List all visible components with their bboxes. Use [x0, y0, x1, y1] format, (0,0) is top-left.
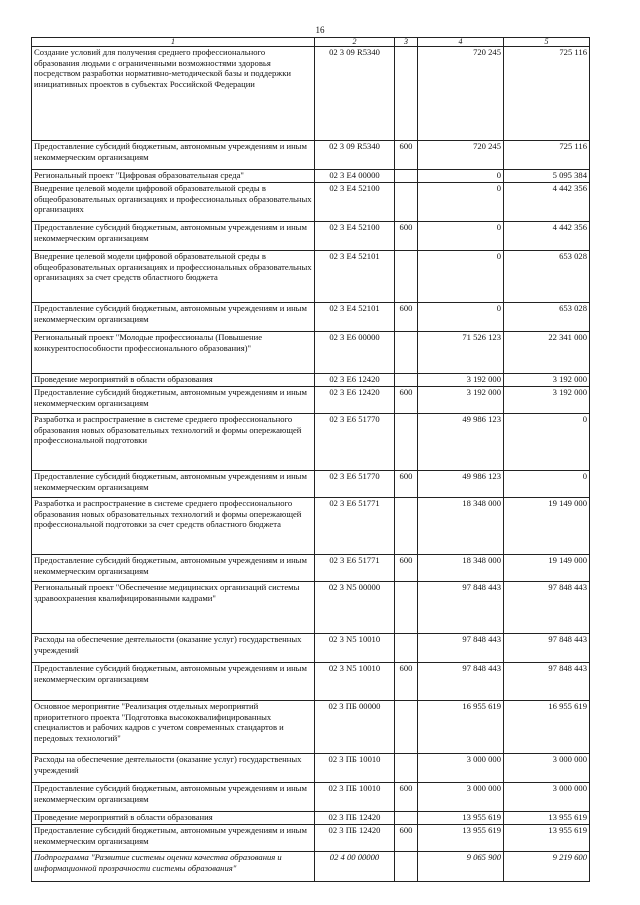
row-amount-1-cell: 97 848 443: [418, 582, 504, 634]
row-amount-2-cell: 725 116: [504, 141, 590, 170]
row-amount-1-cell: 97 848 443: [418, 663, 504, 701]
row-vr-cell: [395, 332, 418, 374]
row-vr-cell: [395, 582, 418, 634]
row-name-cell: Предоставление субсидий бюджетным, автономным учреждениям и иным некоммерческим организациям: [32, 222, 315, 251]
row-amount-2-cell: 653 028: [504, 251, 590, 303]
row-amount-2-cell: 0: [504, 414, 590, 471]
row-vr-cell: [395, 47, 418, 141]
row-vr-cell: 600: [395, 387, 418, 414]
row-code-cell: 02 3 ПБ 10010: [315, 754, 395, 783]
row-vr-cell: [395, 634, 418, 663]
row-amount-1-cell: 0: [418, 303, 504, 332]
header-col-2: 2: [315, 38, 395, 47]
row-code-cell: 02 3 E4 52101: [315, 251, 395, 303]
row-amount-1-cell: 0: [418, 251, 504, 303]
table-row: [32, 812, 590, 825]
row-vr-cell: 600: [395, 783, 418, 812]
row-amount-1-cell: 0: [418, 183, 504, 222]
row-amount-1-cell: 16 955 619: [418, 701, 504, 754]
table-row: [32, 754, 590, 783]
table-row: [32, 634, 590, 663]
row-name-cell: Предоставление субсидий бюджетным, автономным учреждениям и иным некоммерческим организациям: [32, 471, 315, 498]
row-vr-cell: 600: [395, 303, 418, 332]
row-amount-2-cell: 19 149 000: [504, 498, 590, 555]
table-row: [32, 303, 590, 332]
header-col-5: 5: [504, 38, 590, 47]
row-amount-1-cell: 0: [418, 222, 504, 251]
row-amount-2-cell: 0: [504, 471, 590, 498]
row-name-cell: Региональный проект "Обеспечение медицинских организаций системы здравоохранения квалифицированными кадрами": [32, 582, 315, 634]
table-row: [32, 374, 590, 387]
row-amount-2-cell: 3 192 000: [504, 374, 590, 387]
row-name-cell: Предоставление субсидий бюджетным, автономным учреждениям и иным некоммерческим организациям: [32, 387, 315, 414]
row-amount-2-cell: 4 442 356: [504, 222, 590, 251]
row-amount-1-cell: 3 000 000: [418, 783, 504, 812]
row-code-cell: 02 3 E6 51771: [315, 498, 395, 555]
row-amount-2-cell: 97 848 443: [504, 663, 590, 701]
table-row: [32, 582, 590, 634]
row-name-cell: Предоставление субсидий бюджетным, автономным учреждениям и иным некоммерческим организациям: [32, 825, 315, 852]
row-name-cell: Внедрение целевой модели цифровой образовательной среды в общеобразовательных организациях и профессиональных образовательных организациях: [32, 183, 315, 222]
row-name-cell: Проведение мероприятий в области образования: [32, 812, 315, 825]
row-amount-1-cell: 49 986 123: [418, 414, 504, 471]
row-amount-1-cell: 720 245: [418, 47, 504, 141]
row-name-cell: Создание условий для получения среднего профессионального образования людьми с ограниченными возможностями здоровья посредством разработки нормативно-методической базы и поддержки инициативных проектов в субъектах Российской Федерации: [32, 47, 315, 141]
row-amount-2-cell: 97 848 443: [504, 634, 590, 663]
row-vr-cell: [395, 374, 418, 387]
table-row: [32, 825, 590, 852]
row-code-cell: 02 3 E6 12420: [315, 387, 395, 414]
row-vr-cell: 600: [395, 471, 418, 498]
table-body: [32, 47, 590, 882]
page-number: 16: [315, 25, 325, 35]
row-code-cell: 02 3 ПБ 12420: [315, 825, 395, 852]
table-row: [32, 701, 590, 754]
row-code-cell: 02 3 09 R5340: [315, 47, 395, 141]
row-amount-2-cell: 5 095 384: [504, 170, 590, 183]
header-col-3: 3: [395, 38, 418, 47]
row-vr-cell: 600: [395, 555, 418, 582]
row-vr-cell: 600: [395, 222, 418, 251]
row-name-cell: Проведение мероприятий в области образования: [32, 374, 315, 387]
row-amount-2-cell: 3 192 000: [504, 387, 590, 414]
table-row: [32, 47, 590, 141]
row-code-cell: 02 3 ПБ 12420: [315, 812, 395, 825]
row-code-cell: 02 3 09 R5340: [315, 141, 395, 170]
table-row: [32, 852, 590, 882]
row-code-cell: 02 3 N5 00000: [315, 582, 395, 634]
table-row: [32, 183, 590, 222]
row-name-cell: Региональный проект "Цифровая образовательная среда": [32, 170, 315, 183]
row-code-cell: 02 3 ПБ 00000: [315, 701, 395, 754]
row-vr-cell: 600: [395, 141, 418, 170]
row-name-cell: Предоставление субсидий бюджетным, автономным учреждениям и иным некоммерческим организациям: [32, 783, 315, 812]
row-amount-2-cell: 725 116: [504, 47, 590, 141]
row-vr-cell: [395, 170, 418, 183]
row-code-cell: 02 3 N5 10010: [315, 634, 395, 663]
row-code-cell: 02 3 E4 52100: [315, 222, 395, 251]
row-vr-cell: [395, 852, 418, 882]
table-row: [32, 555, 590, 582]
row-amount-1-cell: 0: [418, 170, 504, 183]
row-name-cell: Разработка и распространение в системе среднего профессионального образования новых образовательных технологий и формы опережающей профессиональной подготовки: [32, 414, 315, 471]
budget-table: [31, 37, 590, 882]
row-amount-2-cell: 3 000 000: [504, 754, 590, 783]
row-amount-1-cell: 18 348 000: [418, 555, 504, 582]
row-amount-1-cell: 3 192 000: [418, 374, 504, 387]
row-code-cell: 02 3 E4 52101: [315, 303, 395, 332]
row-name-cell: Расходы на обеспечение деятельности (оказание услуг) государственных учреждений: [32, 754, 315, 783]
row-amount-1-cell: 720 245: [418, 141, 504, 170]
row-name-cell: Предоставление субсидий бюджетным, автономным учреждениям и иным некоммерческим организациям: [32, 555, 315, 582]
row-amount-1-cell: 13 955 619: [418, 825, 504, 852]
row-name-cell: Расходы на обеспечение деятельности (оказание услуг) государственных учреждений: [32, 634, 315, 663]
row-amount-1-cell: 3 000 000: [418, 754, 504, 783]
row-vr-cell: 600: [395, 825, 418, 852]
row-code-cell: 02 3 E6 12420: [315, 374, 395, 387]
row-code-cell: 02 3 ПБ 10010: [315, 783, 395, 812]
row-amount-1-cell: 49 986 123: [418, 471, 504, 498]
row-name-cell: Региональный проект "Молодые профессионалы (Повышение конкурентоспособности профессионального образования)": [32, 332, 315, 374]
row-amount-2-cell: 4 442 356: [504, 183, 590, 222]
row-amount-2-cell: 16 955 619: [504, 701, 590, 754]
row-name-cell: Предоставление субсидий бюджетным, автономным учреждениям и иным некоммерческим организациям: [32, 663, 315, 701]
row-code-cell: 02 3 E6 51770: [315, 414, 395, 471]
row-vr-cell: [395, 414, 418, 471]
table-row: [32, 663, 590, 701]
row-amount-1-cell: 13 955 619: [418, 812, 504, 825]
row-vr-cell: [395, 754, 418, 783]
row-code-cell: 02 3 E6 51770: [315, 471, 395, 498]
row-name-cell: Подпрограмма "Развитие системы оценки качества образования и информационной прозрачности системы образования": [32, 852, 315, 882]
row-name-cell: Разработка и распространение в системе среднего профессионального образования новых образовательных технологий и формы опережающей профессиональной подготовки за счет средств областного бюджета: [32, 498, 315, 555]
header-col-4: 4: [418, 38, 504, 47]
row-amount-2-cell: 19 149 000: [504, 555, 590, 582]
row-vr-cell: 600: [395, 663, 418, 701]
table-row: [32, 222, 590, 251]
table-row: [32, 332, 590, 374]
row-name-cell: Основное мероприятие "Реализация отдельных мероприятий приоритетного проекта "Подготовка высококвалифицированных специалистов и рабочих кадров с учетом современных стандартов и передовых технологий": [32, 701, 315, 754]
row-amount-2-cell: 13 955 619: [504, 825, 590, 852]
row-amount-2-cell: 3 000 000: [504, 783, 590, 812]
row-name-cell: Предоставление субсидий бюджетным, автономным учреждениям и иным некоммерческим организациям: [32, 141, 315, 170]
row-amount-2-cell: 9 219 600: [504, 852, 590, 882]
row-code-cell: 02 4 00 00000: [315, 852, 395, 882]
row-amount-1-cell: 3 192 000: [418, 387, 504, 414]
row-amount-1-cell: 97 848 443: [418, 634, 504, 663]
row-name-cell: Внедрение целевой модели цифровой образовательной среды в общеобразовательных организациях и профессиональных образовательных организациях за счет средств областного бюджета: [32, 251, 315, 303]
row-code-cell: 02 3 E4 00000: [315, 170, 395, 183]
row-vr-cell: [395, 251, 418, 303]
header-col-1: 1: [32, 38, 315, 47]
row-amount-1-cell: 9 065 900: [418, 852, 504, 882]
row-code-cell: 02 3 N5 10010: [315, 663, 395, 701]
row-vr-cell: [395, 498, 418, 555]
table-row: [32, 251, 590, 303]
row-vr-cell: [395, 183, 418, 222]
table-row: [32, 783, 590, 812]
row-code-cell: 02 3 E6 00000: [315, 332, 395, 374]
table-row: [32, 170, 590, 183]
row-vr-cell: [395, 812, 418, 825]
row-code-cell: 02 3 E4 52100: [315, 183, 395, 222]
table-row: [32, 498, 590, 555]
row-code-cell: 02 3 E6 51771: [315, 555, 395, 582]
row-amount-2-cell: 653 028: [504, 303, 590, 332]
row-name-cell: Предоставление субсидий бюджетным, автономным учреждениям и иным некоммерческим организациям: [32, 303, 315, 332]
row-amount-2-cell: 13 955 619: [504, 812, 590, 825]
row-vr-cell: [395, 701, 418, 754]
row-amount-2-cell: 97 848 443: [504, 582, 590, 634]
row-amount-1-cell: 18 348 000: [418, 498, 504, 555]
table-row: [32, 471, 590, 498]
table-header-row: [32, 38, 590, 47]
table-row: [32, 387, 590, 414]
row-amount-1-cell: 71 526 123: [418, 332, 504, 374]
table-row: [32, 414, 590, 471]
row-amount-2-cell: 22 341 000: [504, 332, 590, 374]
table-row: [32, 141, 590, 170]
